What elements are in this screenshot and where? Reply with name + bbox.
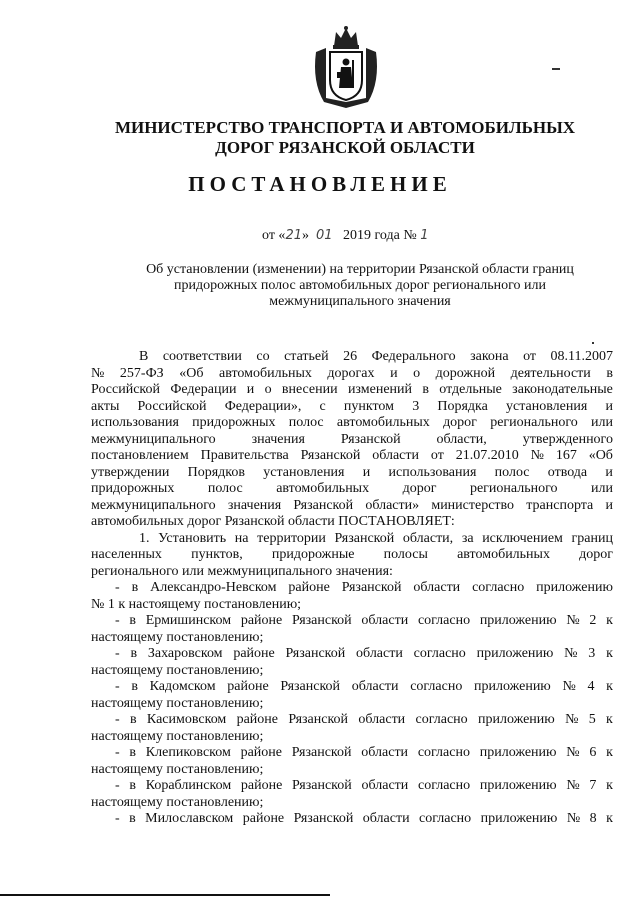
word: Рязанской [285, 646, 346, 661]
word: Александро-Невском [150, 580, 277, 595]
district-item-line [91, 778, 613, 795]
word: о [264, 382, 272, 397]
word: автомобильных [276, 481, 370, 496]
word: районе [227, 679, 269, 694]
district-item-line [91, 811, 613, 828]
word: и [390, 365, 398, 381]
district-item-line [91, 712, 613, 729]
word: к [606, 745, 613, 760]
word: от [523, 349, 537, 364]
word: - [115, 745, 120, 760]
word: 4 [587, 679, 595, 694]
word: согласно [417, 745, 470, 760]
date-day-handwritten: 21 [285, 228, 302, 243]
scan-speck [552, 68, 560, 70]
word: 08.11.2007 [550, 349, 613, 364]
word: Рязанской [288, 712, 349, 727]
word: Захаровском [147, 646, 223, 661]
word: приложению [480, 811, 558, 826]
word: использования [91, 415, 179, 430]
word: приложению [536, 580, 613, 595]
word: установления [506, 398, 588, 414]
word: к [606, 811, 613, 826]
word: транспорта [526, 497, 594, 513]
date-month-handwritten: 01 [315, 228, 333, 243]
preamble-line [91, 349, 613, 366]
word: № [565, 712, 579, 727]
word: и [605, 497, 613, 513]
word: районе [240, 778, 283, 793]
word: автомобильных [218, 365, 312, 381]
word: дорог [443, 415, 477, 430]
word: постановлением [91, 448, 189, 463]
preamble-line [91, 382, 613, 399]
word: области [372, 448, 420, 463]
word: № [562, 679, 576, 694]
document-type: ПОСТАНОВЛЕНИЕ [188, 172, 452, 196]
word: о [413, 365, 421, 381]
word: области [356, 646, 403, 661]
word: территории [257, 530, 326, 546]
district-item-line: настоящему постановлению; [91, 629, 264, 645]
preamble-line [91, 415, 613, 432]
word: акты [91, 398, 120, 414]
word: Рязанской [280, 679, 341, 694]
word: согласно [472, 580, 525, 595]
coat-of-arms-icon [310, 22, 382, 112]
bottom-rule [0, 894, 330, 896]
word: утверждении [91, 464, 170, 480]
word: Правительства [200, 448, 289, 463]
word: в [422, 382, 429, 397]
subject-line: межмуниципального значения [269, 294, 451, 309]
word: согласно [417, 613, 471, 628]
word: согласно [417, 778, 471, 793]
word: приложению [479, 745, 557, 760]
word: Порядка [437, 398, 488, 414]
date-year: 2019 года № [343, 228, 417, 243]
district-item-line: настоящему постановлению; [91, 662, 264, 678]
word: Федерации [170, 382, 237, 397]
word: закона [470, 349, 509, 364]
document-number-handwritten: 1 [420, 228, 429, 243]
word: изменений [347, 382, 413, 397]
word: придорожные [271, 547, 355, 562]
word: приложению [479, 613, 557, 628]
word: к [606, 712, 613, 727]
word: статьей [284, 349, 329, 364]
word: значения [227, 497, 282, 513]
point1-line: регионального или межмуниципального значения: [91, 563, 393, 579]
word: 8 [589, 811, 597, 826]
word: к [606, 613, 613, 628]
word: в [129, 778, 136, 793]
word: Ермишинском [145, 613, 232, 628]
word: дорог [579, 547, 613, 562]
word: в [129, 811, 136, 826]
word: в [131, 679, 138, 694]
word: № [530, 448, 544, 463]
word: дорожной [435, 365, 496, 381]
word: установления [263, 464, 345, 480]
word: использования [388, 464, 477, 480]
word: законодательные [512, 382, 613, 397]
word: к [606, 778, 613, 793]
word: - [115, 712, 120, 727]
district-item-line [91, 613, 613, 630]
word: Рязанской [340, 431, 401, 447]
preamble-line [91, 448, 613, 465]
word: приложению [477, 712, 555, 727]
word: Российской [91, 382, 160, 397]
word: области, [402, 530, 454, 546]
preamble-line [91, 481, 613, 498]
word: Рязанской [341, 580, 402, 595]
word: Рязанской [291, 613, 352, 628]
word: 1. [139, 530, 150, 546]
word: отдельные [439, 382, 502, 397]
word: утвержденного [522, 431, 613, 447]
word: № [91, 365, 105, 381]
word: Установить [158, 530, 227, 546]
word: - [115, 646, 120, 661]
word: районе [288, 580, 330, 595]
word: районе [236, 712, 279, 727]
word: области [361, 613, 409, 628]
word: придорожных [91, 481, 175, 496]
word: дорогах [327, 365, 375, 381]
word: за [461, 530, 474, 546]
word: - [115, 679, 120, 694]
word: В [139, 349, 149, 364]
word: «Об [588, 448, 613, 463]
word: Кораблинском [145, 778, 232, 793]
ministry-name-line1: МИНИСТЕРСТВО ТРАНСПОРТА И АВТОМОБИЛЬНЫХ [114, 118, 576, 137]
word: Милославском [145, 811, 234, 826]
word: и [246, 382, 255, 397]
word: пунктом [343, 398, 395, 414]
word: 2 [589, 613, 597, 628]
word: районе [242, 811, 285, 826]
preamble-line: автомобильных дорог Рязанской области ПОСТАНОВЛЯЕТ: [91, 514, 455, 529]
word: 6 [589, 745, 597, 760]
word: № [566, 811, 581, 826]
word: отвода [547, 464, 588, 480]
date-mid: » [301, 228, 309, 243]
word: от [430, 448, 444, 463]
word: Федерального [371, 349, 456, 364]
word: Клепиковском [145, 745, 231, 760]
word: в [130, 646, 138, 661]
word: деятельности [510, 365, 591, 381]
word: согласно [415, 712, 468, 727]
word: с [319, 398, 326, 414]
word: районе [240, 745, 283, 760]
word: приложению [479, 778, 557, 793]
word: Рязанской [292, 778, 352, 793]
district-item-line [91, 679, 613, 696]
word: 3 [412, 398, 420, 414]
word: со [256, 349, 270, 364]
preamble-line [91, 432, 613, 449]
word: полосы [383, 547, 428, 562]
word: области [351, 679, 399, 694]
document-subject [110, 262, 610, 310]
word: полос [494, 464, 530, 480]
word: 7 [589, 778, 597, 793]
word: области [413, 580, 461, 595]
word: районе [240, 613, 283, 628]
word: соответствии [162, 349, 242, 364]
word: области [358, 712, 406, 727]
word: 257-ФЗ [119, 365, 164, 381]
district-item-line: настоящему постановлению; [91, 695, 264, 711]
preamble-line [91, 498, 613, 515]
word: министерство [431, 497, 515, 513]
word: внесении [281, 382, 338, 397]
word: к [606, 679, 613, 694]
district-item-line [91, 745, 613, 762]
word: Касимовском [146, 712, 227, 727]
word: границ [571, 530, 613, 546]
ministry-name-line2: ДОРОГ РЯЗАНСКОЙ ОБЛАСТИ [215, 138, 475, 157]
word: в [129, 745, 137, 760]
word: области [361, 778, 409, 793]
word: исключением [482, 530, 563, 546]
word: области, [436, 431, 487, 447]
word: Порядков [187, 464, 245, 480]
word: межмуниципального [91, 431, 216, 447]
word: межмуниципального [91, 497, 216, 513]
word: - [115, 778, 120, 793]
district-item-line: настоящему постановлению; [91, 728, 264, 744]
word: и [362, 464, 371, 480]
word: № [564, 646, 578, 661]
word: регионального [469, 481, 558, 496]
word: регионального [490, 415, 578, 430]
word: районе [233, 646, 275, 661]
word: значения [251, 431, 305, 447]
point1-line [91, 547, 613, 564]
word: Рязанской [291, 745, 352, 760]
word: области» [365, 497, 420, 513]
word: 5 [588, 712, 596, 727]
word: приложению [476, 646, 554, 661]
word: области [362, 811, 410, 826]
word: в [131, 580, 139, 595]
word: и [605, 398, 613, 414]
district-item-line: № 1 к настоящему постановлению; [91, 596, 302, 612]
word: «Об [179, 365, 204, 381]
word: области [361, 745, 409, 760]
subject-line: Об установлении (изменении) на территории Рязанской области границ [146, 262, 574, 277]
word: 26 [343, 349, 358, 364]
word: 3 [588, 646, 596, 661]
word: пунктов, [191, 547, 243, 562]
word: дорог [402, 481, 437, 496]
preamble-line [91, 465, 613, 482]
word: Рязанской [334, 530, 395, 546]
word: 167 [555, 448, 577, 463]
word: согласно [410, 679, 463, 694]
word: Рязанской [293, 811, 354, 826]
preamble-line [91, 366, 613, 383]
district-item-line: настоящему постановлению; [91, 794, 264, 810]
word: на [234, 530, 249, 546]
word: Кадомском [149, 679, 216, 694]
word: Рязанской [293, 497, 354, 513]
word: Рязанской [300, 448, 361, 463]
preamble-line [91, 399, 613, 416]
word: Российской [137, 398, 207, 414]
district-item-line [91, 580, 613, 597]
point1-line [91, 531, 613, 548]
word: № [566, 613, 580, 628]
word: полос [288, 415, 324, 430]
word: в [606, 365, 613, 381]
word: в [129, 712, 137, 727]
document-body [91, 349, 613, 828]
word: автомобильных [457, 547, 550, 562]
district-item-line [91, 646, 613, 663]
word: согласно [419, 811, 472, 826]
word: - [115, 580, 120, 595]
word: придорожных [192, 415, 276, 430]
word: № [566, 778, 580, 793]
word: согласно [413, 646, 466, 661]
word: - [115, 613, 120, 628]
word: № [566, 745, 580, 760]
word: полос [207, 481, 243, 496]
date-prefix: от « [262, 228, 286, 243]
word: 21.07.2010 [455, 448, 519, 463]
word: Федерации», [224, 398, 302, 414]
word: или [591, 415, 613, 430]
word: - [115, 811, 120, 826]
word: и [605, 464, 613, 480]
scan-speck [592, 342, 594, 344]
word: приложению [474, 679, 551, 694]
word: к [606, 646, 613, 661]
subject-line: придорожных полос автомобильных дорог регионального или [174, 278, 546, 293]
word: в [129, 613, 137, 628]
word: автомобильных [336, 415, 430, 430]
date-line [262, 228, 429, 244]
word: или [591, 481, 613, 496]
district-item-line: настоящему постановлению; [91, 761, 264, 777]
word: населенных [91, 547, 162, 562]
